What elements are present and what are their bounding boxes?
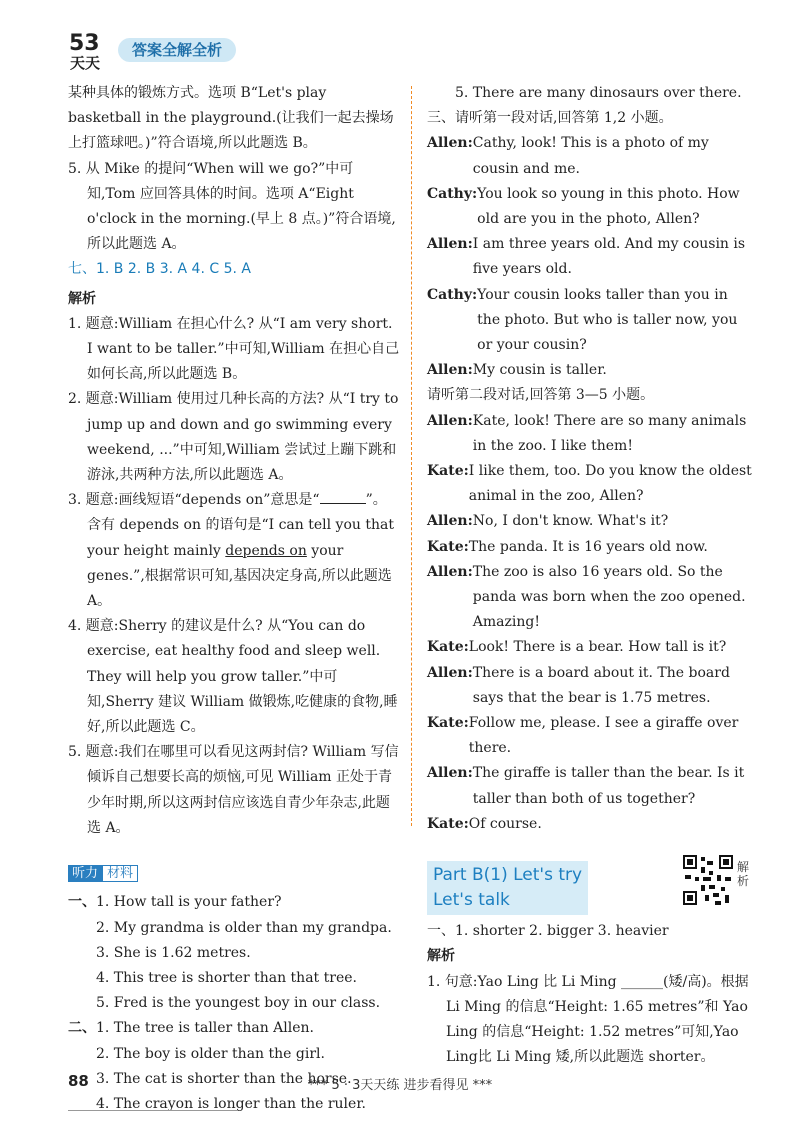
analysis-label: 解析 [68,290,96,307]
page-number: 88 [68,1072,89,1090]
listening-material-tag: 听力 材料 [68,861,138,886]
part-b-title: Part B(1) Let's try [433,865,583,886]
underlined-phrase: depends on [225,542,307,559]
analysis-item: 5. 题意:我们在哪里可以看见这两封信? William 写信倾诉自己想要长高的烦恼,可见 William 正处于青少年时期,所以这两封信应该选自青少年杂志,此题选 A。 [68,744,399,836]
dialog-line: Allen: I am three years old. And my cousin is five years old. [427,236,746,278]
right-column [427,81,753,1070]
dialog-line: Kate: Look! There is a bear. How tall is it? [427,639,727,656]
section-3-heading: 三、请听第一段对话,回答第 1,2 小题。 [427,110,673,127]
part-b-answers: 一、1. shorter 2. bigger 3. heavier [427,923,669,940]
dialog-line: Kate: Of course. [427,815,542,832]
dialog-line: Cathy: You look so young in this photo. How old are you in the photo, Allen? [427,185,740,228]
list-item: 2. My grandma is older than my grandpa. [96,919,392,936]
analysis-item: 1. 句意:Yao Ling 比 Li Ming ______(矮/高)。根据 Li Ming 的信息“Height: 1.65 metres”和 Yao Ling 的信息“Height: 1.52 metres”可知,Yao Ling比 Li Ming 矮,所以此题选 shorter。 [427,973,749,1066]
left-column [68,81,400,1117]
svg-text:天天: 天天 [70,54,101,72]
dialog-line: Kate: I like them, too. Do you know the oldest animal in the zoo, Allen? [427,463,752,505]
footer-rule [68,1110,238,1111]
analysis-item: 1. 题意:William 在担心什么? 从“I am very short. I want to be taller.”中可知,William 在担心自己如何长高,所以此题选 B。 [68,315,400,383]
list-item: 3. She is 1.62 metres. [96,944,251,961]
list-item: 3. The cat is shorter than the horse. [96,1070,352,1087]
dialog-line: Kate: The panda. It is 16 years old now. [427,538,708,555]
part-b-subtitle: Let's talk [433,890,510,911]
dialog-line: Allen: My cousin is taller. [427,362,607,379]
list-item: 1. The tree is taller than Allen. [96,1020,314,1037]
list-item: 5. There are many dinosaurs over there. [455,85,742,101]
header-banner: 答案全解全析 [118,38,236,62]
answer-item-5: 5. 从 Mike 的提问“When will we go?”中可知,Tom 应回答具体的时间。选项 A“Eight o'clock in the morning.(早上 8 点。)”符合语境,所以此题选 A。 [68,160,396,253]
column-divider [411,86,412,826]
qr-code-icon[interactable] [681,853,735,907]
analysis-item: 3. 题意:画线短语“depends on”意思是“ ”。含有 depends on 的语句是“I can tell you that your height mainly depends on your genes.”,根据常识可知,基因决定身高,所以此题选 A。 [68,488,400,614]
list-item: 2. The boy is older than the girl. [96,1045,325,1062]
list-item: 4. The crayon is longer than the ruler. [96,1095,366,1112]
brand-logo [68,28,114,72]
dialog-1 [427,131,753,383]
dialog-line: Cathy: Your cousin looks taller than you in the photo. But who is taller now, you or your cousin? [427,286,738,354]
dialog-line: Allen: Cathy, look! This is a photo of my cousin and me. [427,135,709,177]
qr-label: 解析 [737,860,750,888]
dialog-2-intro: 请听第二段对话,回答第 3—5 小题。 [427,387,655,404]
analysis-item: 4. 题意:Sherry 的建议是什么? 从“You can do exercise, eat healthy food and sleep well. They will help you grow taller.”中可知,Sherry 建议 William 做锻炼,吃健康的食物,睡好,所以此题选 C。 [68,618,398,736]
answer-blank [320,489,366,504]
analysis-label: 解析 [427,948,455,965]
footer-slogan: *** 5 · 3天天练 进步看得见 *** [307,1078,493,1093]
dialog-line: Kate: Follow me, please. I see a giraffe over there. [427,715,739,757]
listening-part-1: 一、 1. How tall is your father? 2. My grandma is older than my grandpa. 3. She is 1.62 metres. 4. This tree is shorter than that tree. 5. Fred is the youngest boy in our class. [68,890,400,1016]
dialog-line: Allen: The giraffe is taller than the bear. Is it taller than both of us together? [427,765,745,807]
section-7-answers: 七、1. B 2. B 3. A 4. C 5. A [68,261,251,278]
list-item: 1. How tall is your father? [96,894,282,911]
part-b-heading [427,861,588,915]
analysis-item: 2. 题意:William 使用过几种长高的方法? 从“I try to jump up and down and go swimming every weekend, ...”中可知,William 尝试过上蹦下跳和游泳,共两种方法,所以此题选 A。 [68,391,399,484]
dialog-line: Allen: There is a board about it. The board says that the bear is 1.75 metres. [427,664,730,706]
dialog-2 [427,409,753,837]
dialog-line: Allen: No, I don't know. What's it? [427,513,669,530]
dialog-line: Allen: Kate, look! There are so many animals in the zoo. I like them! [427,412,747,454]
dialog-line: Allen: The zoo is also 16 years old. So the panda was born when the zoo opened. Amazing! [427,563,746,631]
svg-text:53: 53 [69,31,100,56]
listening-part-2: 二、 1. The tree is taller than Allen. 2. The boy is older than the girl. 3. The cat is shorter than the horse. 4. The crayon is longer than the ruler. [68,1016,400,1117]
list-item: 5. Fred is the youngest boy in our class. [96,995,381,1012]
intro-paragraph: 某种具体的锻炼方式。选项 B“Let's play basketball in the playground.(让我们一起去操场上打篮球吧。)”符合语境,所以此题选 B。 [68,85,394,152]
list-item: 4. This tree is shorter than that tree. [96,969,357,986]
